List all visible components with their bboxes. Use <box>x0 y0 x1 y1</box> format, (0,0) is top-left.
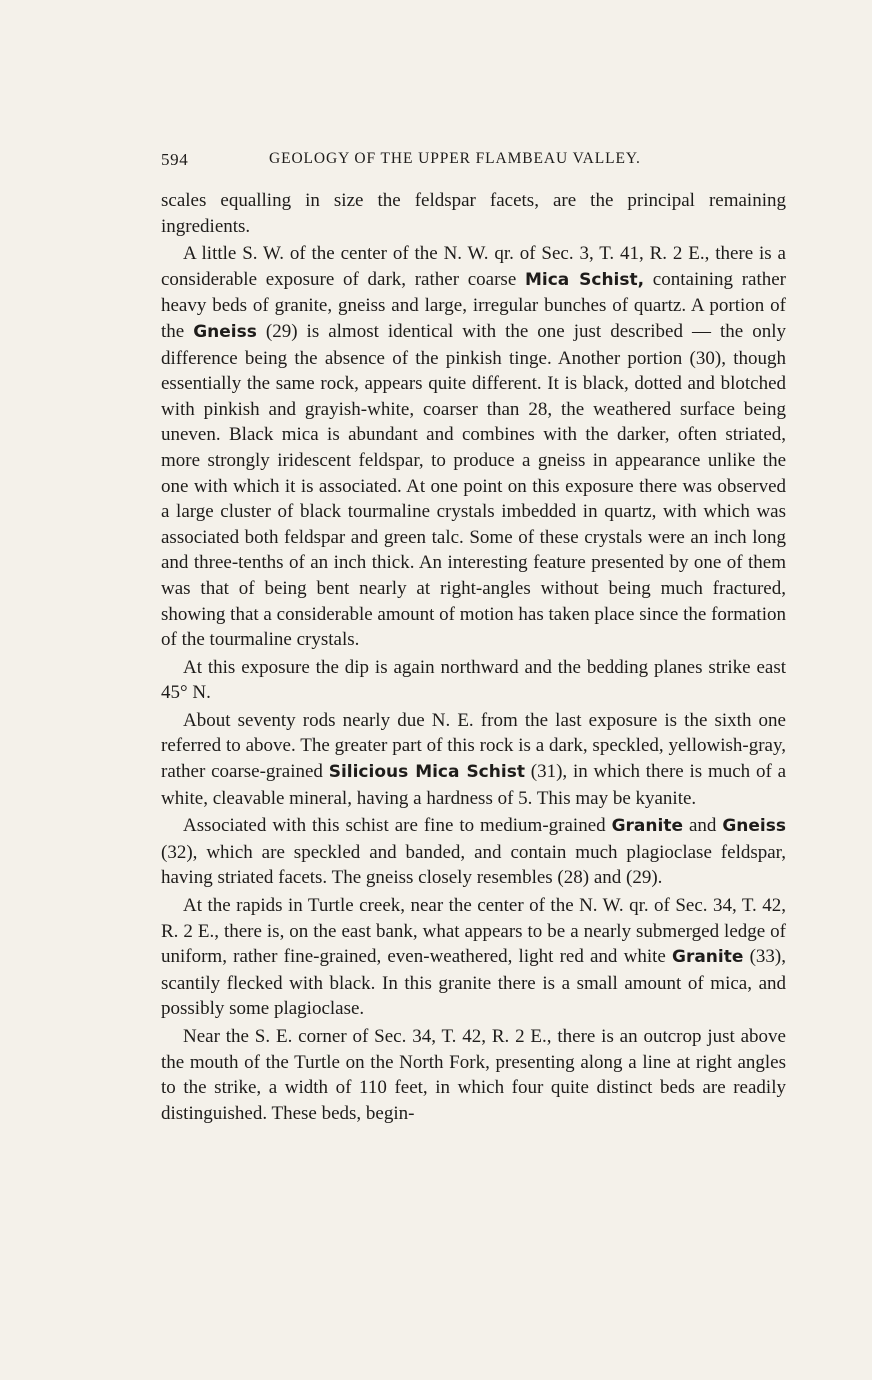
paragraph <box>161 708 786 811</box>
paragraph-text: (31), in which there is much of a white, cleavable mineral, having a hardness of 5. This may be kyanite. <box>161 761 787 809</box>
rock-name: Mica Schist, <box>524 269 645 290</box>
paragraph-text: At this exposure the dip is again northward and the bedding planes strike east 45° N. <box>161 656 786 704</box>
paragraph <box>161 893 786 1022</box>
page-number: 594 <box>161 150 189 169</box>
paragraph-text: scales equalling in size the feldspar facets, are the principal remaining ingredients. <box>161 190 786 237</box>
paragraph <box>161 1024 786 1126</box>
paragraph-text: Near the S. E. corner of Sec. 34, T. 42, R. 2 E., there is an outcrop just above the mouth of the Turtle on the North Fork, presenting along a line at right angles to the strike, a width of 110 feet, in which four quite distinct beds are readily distinguished. These beds, begin- <box>161 1026 786 1124</box>
paragraph-text: At the rapids in Turtle creek, near the center of the N. W. qr. of Sec. 34, T. 42, R. 2 E., there is, on the east bank, what appears to be a nearly submerged ledge of uniform, rather fine-grained, even-weathered, light red and white <box>161 895 786 968</box>
rock-name: Gneiss <box>722 816 786 837</box>
rock-name: Silicious Mica Schist <box>328 762 525 783</box>
paragraph <box>161 813 786 891</box>
paragraph-text: (33), scantily flecked with black. In this granite there is a small amount of mica, and possibly some plagioclase. <box>161 946 786 1020</box>
body-text <box>161 188 786 1126</box>
running-title: GEOLOGY OF THE UPPER FLAMBEAU VALLEY. <box>269 150 641 167</box>
paragraph-text: About seventy rods nearly due N. E. from the last exposure is the sixth one referred to above. The greater part of this rock is a dark, speckled, yellowish-gray, rather coarse-grained <box>161 709 786 783</box>
paragraph <box>161 655 786 706</box>
paragraph-text: containing rather heavy beds of granite, gneiss and large, irregular bunches of quartz. A portion of the <box>161 268 786 342</box>
paragraph-text: A little S. W. of the center of the N. W. qr. of Sec. 3, T. 41, R. 2 E., there is a considerable exposure of dark, rather coarse <box>161 243 786 290</box>
running-head <box>161 148 786 176</box>
paragraph-text: (32), which are speckled and banded, and contain much plagioclase feldspar, having striated facets. The gneiss closely resembles (28) and (29). <box>161 841 786 889</box>
paragraph-text: and <box>683 815 723 837</box>
rock-name: Granite <box>672 947 744 968</box>
rock-name: Granite <box>611 816 683 837</box>
rock-name: Gneiss <box>193 321 257 342</box>
book-page <box>161 148 786 1126</box>
paragraph-text: Associated with this schist are fine to medium-grained <box>183 815 612 837</box>
paragraph <box>161 188 786 239</box>
paragraph-text: (29) is almost identical with the one just described — the only difference being the absence of the pinkish tinge. Another portion (30), though essentially the same rock, appears quite different. It is black, dotted and blotched with pinkish and grayish-white, coarser than 28, the weathered surface being uneven. Black mica is abundant and combines with the darker, often striated, more strongly iridescent feldspar, to produce a gneiss in appearance unlike the one with which it is associated. At one point on this exposure there was observed a large cluster of black tourmaline crystals imbedded in quartz, with which was associated both feldspar and green talc. Some of these crystals were an inch long and three-tenths of an inch thick. An interesting feature presented by one of them was that of being bent nearly at right-angles without being much fractured, showing that a considerable amount of motion has taken place since the formation of the tourmaline crystals. <box>161 320 786 651</box>
paragraph <box>161 241 786 653</box>
